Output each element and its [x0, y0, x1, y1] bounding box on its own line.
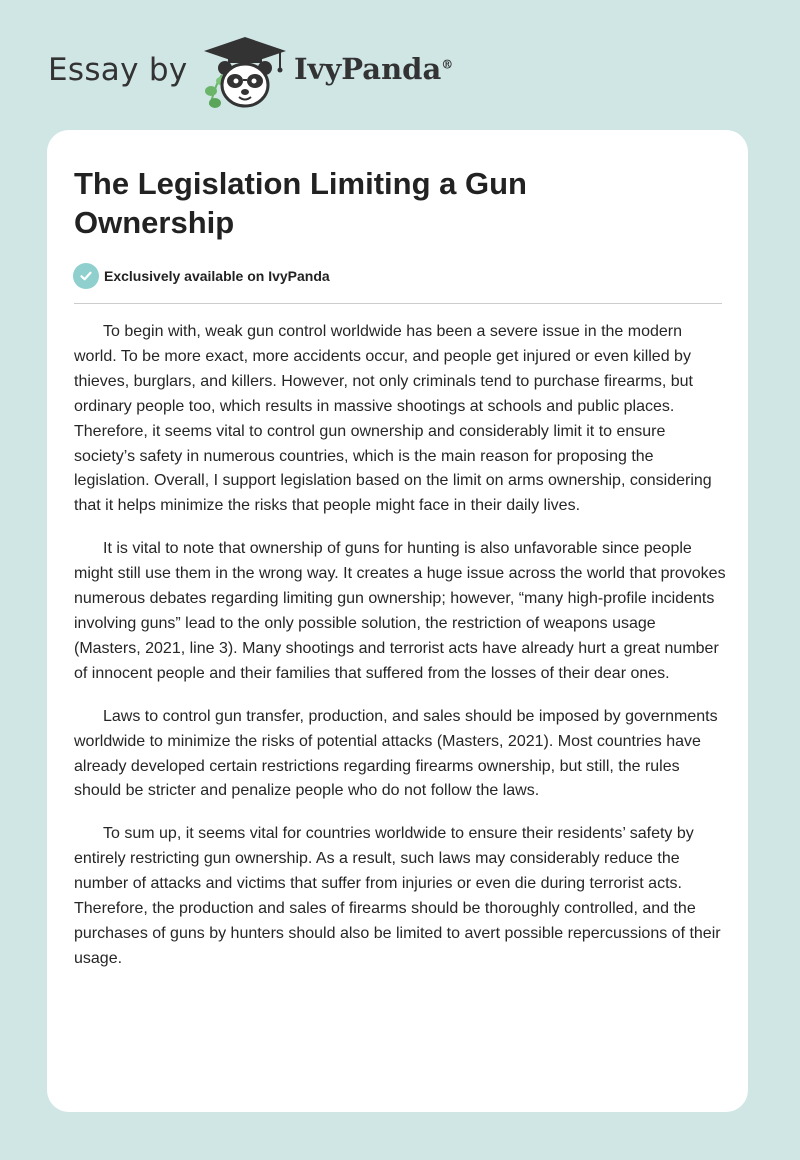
essay-body — [74, 320, 726, 990]
brand-prefix: Essay by — [48, 52, 188, 88]
essay-card — [47, 130, 748, 1112]
paragraph-3: Laws to control gun transfer, production, and sales should be imposed by governments worldwide to minimize the risks of potential attacks (Masters, 2021). Most countries have already developed certain restrictions regarding firearms ownership, but still, the rules should be stricter and penalize people who do not follow the laws. — [74, 707, 718, 800]
exclusive-badge-label: Exclusively available on IvyPanda — [104, 268, 330, 284]
paragraph-2: It is vital to note that ownership of guns for hunting is also unfavorable since people might still use them in the wrong way. It creates a huge issue across the world that provokes numerous debates regarding limiting gun ownership; however, “many high-profile incidents involving guns” lead to the only possible solution, the restriction of weapons usage (Masters, 2021, line 3). Many shootings and terrorist acts have already hurt a great number of innocent people and their families that suffered from the losses of their dear ones. — [74, 540, 726, 682]
paragraph-1: To begin with, weak gun control worldwide has been a severe issue in the modern world. To be more exact, more accidents occur, and people get injured or even killed by thieves, burglars, and killers. However, not only criminals tend to purchase firearms, but ordinary people too, which results in massive shootings at schools and public places. Therefore, it seems vital to control gun ownership and considerably limit it to ensure society’s safety in numerous countries, which is the main reason for proposing the legislation. Overall, I support legislation based on the limit on arms ownership, considering that it helps minimize the risks that people might face in their daily lives. — [74, 323, 712, 515]
paragraph-4: To sum up, it seems vital for countries worldwide to ensure their residents’ safety by entirely restricting gun ownership. As a result, such laws may considerably reduce the number of attacks and victims that suffer from injuries or even die during terrorist acts. Therefore, the production and sales of firearms should be thoroughly controlled, and the purchases of guns by hunters should also be limited to avert possible repercussions of their usage. — [74, 825, 721, 967]
divider — [74, 303, 722, 304]
brand-header[interactable] — [48, 30, 488, 110]
brand-name: IvyPanda® — [294, 52, 454, 86]
essay-title: The Legislation Limiting a Gun Ownership — [74, 166, 527, 240]
panda-graduate-icon — [202, 35, 288, 111]
exclusive-badge — [73, 263, 330, 289]
check-circle-icon — [73, 263, 99, 289]
registered-mark: ® — [441, 57, 454, 72]
